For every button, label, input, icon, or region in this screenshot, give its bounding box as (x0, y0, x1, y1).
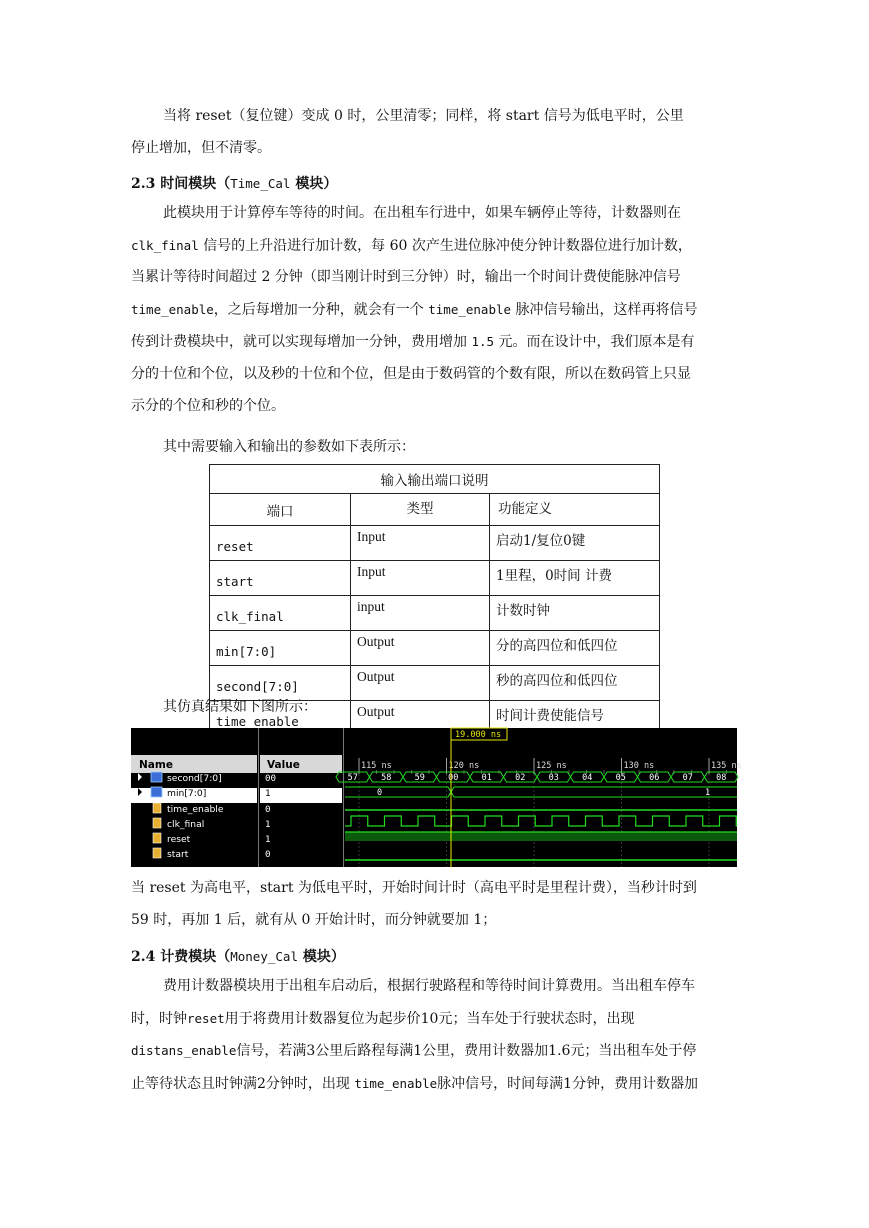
function-cell: 时间计费使能信号 (490, 701, 660, 736)
second-bus-value: 58 (381, 773, 392, 783)
bus-icon (151, 772, 162, 782)
table-caption: 输入输出端口说明 (210, 465, 660, 494)
type-cell: Output (351, 666, 490, 701)
signal-icon (153, 848, 161, 858)
second-bus-value: 05 (615, 773, 626, 783)
second-bus-value: 08 (716, 773, 727, 783)
type-cell: Output (351, 631, 490, 666)
section-heading-2-4: 2.4 计费模块（Money_Cal 模块） (131, 949, 345, 965)
function-cell: 启动1/复位0键 (490, 526, 660, 561)
table-row (210, 596, 660, 631)
second-bus-value: 06 (649, 773, 660, 783)
signal-name: time_enable (167, 804, 224, 815)
signal-name: second[7:0] (167, 773, 222, 784)
min-bus-segment (345, 787, 451, 797)
second-bus-value: 01 (481, 773, 492, 783)
type-cell: Output (351, 701, 490, 736)
type-cell: input (351, 596, 490, 631)
time-label: 115 ns (361, 761, 392, 771)
paragraph-sim-result: 当 reset 为高电平，start 为低电平时，开始时间计时（高电平时是里程计费），当秒计时到 59 时，再加 1 后，就有从 0 开始计时，而分钟就要加 1； (131, 880, 697, 928)
io-port-table (209, 464, 660, 736)
port-cell: reset (210, 526, 351, 561)
second-bus-value: 59 (414, 773, 425, 783)
second-bus-value: 04 (582, 773, 593, 783)
selected-value-highlight (260, 788, 342, 803)
bus-icon (151, 787, 162, 797)
time-label: 125 ns (536, 761, 567, 771)
table-header-row (210, 494, 660, 526)
type-cell: Input (351, 526, 490, 561)
port-cell: min[7:0] (210, 631, 351, 666)
signal-icon (153, 833, 161, 843)
name-header-label: Name (139, 759, 173, 771)
second-bus-value: 02 (515, 773, 526, 783)
signal-name: min[7:0] (167, 788, 207, 799)
table-row (210, 561, 660, 596)
simulation-waveform (131, 728, 742, 867)
cursor-time-label: 19.000 ns (455, 730, 502, 740)
value-header-label: Value (267, 759, 300, 771)
paragraph-money-module: 费用计数器模块用于出租车启动后，根据行驶路程和等待时间计算费用。当出租车停车 时，时钟reset用于将费用计数器复位为起步价10元；当车处于行驶状态时，出现 distans_enable信号，若满3公里后路程每满1公里，费用计数器加1.6元；当出租车处于停 止等待状态且时钟满2分钟时，出现 time_enable脉冲信号，时间每满1分钟，费用计数器加 (131, 978, 699, 1092)
table-row (210, 631, 660, 666)
signal-value: 1 (265, 819, 271, 830)
signal-name: clk_final (167, 819, 205, 830)
time-label: 130 ns (623, 761, 655, 771)
port-cell: start (210, 561, 351, 596)
port-cell: second[7:0] (210, 666, 351, 701)
function-cell: 1里程，0时间 计费 (490, 561, 660, 596)
port-cell: clk_final (210, 596, 351, 631)
paragraph-table-intro: 其中需要输入和输出的参数如下表所示： (163, 439, 415, 455)
paragraph-reset-note: 当将 reset（复位键）变成 0 时，公里清零；同样，将 start 信号为低电平时，公里 停止增加，但不清零。 (131, 108, 684, 156)
signal-value: 1 (265, 834, 271, 845)
time-label: 120 ns (448, 761, 480, 771)
paragraph-sim-intro: 其仿真结果如下图所示： (163, 699, 317, 715)
second-bus-value: 07 (682, 773, 693, 783)
min-bus-value: 0 (377, 788, 383, 798)
header-function: 功能定义 (490, 494, 660, 526)
second-bus-value: 57 (347, 773, 358, 783)
signal-value: 00 (265, 773, 277, 784)
signal-icon (153, 818, 161, 828)
table-row (210, 666, 660, 701)
section-heading-2-3: 2.3 时间模块（Time_Cal 模块） (131, 176, 338, 192)
table-caption-row (210, 465, 660, 494)
signal-value: 1 (265, 788, 271, 799)
signal-name: reset (167, 834, 191, 845)
time-label: 135 ns (711, 761, 742, 771)
waveform-svg (131, 728, 742, 867)
type-cell: Input (351, 561, 490, 596)
function-cell: 计数时钟 (490, 596, 660, 631)
reset-high-fill (345, 832, 737, 841)
signal-name: start (167, 849, 189, 860)
paragraph-time-module: 此模块用于计算停车等待的时间。在出租车行进中，如果车辆停止等待，计数器则在 clk_final 信号的上升沿进行加计数，每 60 次产生进位脉冲使分钟计数器位进行加计数， 当累计等待时间超过 2 分钟（即当刚计时到三分钟）时，输出一个时间计费使能脉冲信号 time_enable，之后每增加一分种，就会有一个 time_enable 脉冲信号输出，这样再将信号 传到计费模块中，就可以实现每增加一分钟，费用增加 1.5 元。而在设计中，我们原本是有 分的十位和个位，以及秒的十位和个位，但是由于数码管的个数有限，所以在数码管上只显 示分的个位和秒的个位。 (131, 205, 698, 414)
min-bus-segment (451, 787, 737, 797)
header-type: 类型 (351, 494, 490, 526)
table-row (210, 526, 660, 561)
header-port: 端口 (210, 494, 351, 526)
signal-value: 0 (265, 804, 271, 815)
signal-icon (153, 803, 161, 813)
signal-value: 0 (265, 849, 271, 860)
clk-final-wave (345, 816, 737, 826)
function-cell: 分的高四位和低四位 (490, 631, 660, 666)
second-bus-value: 03 (548, 773, 559, 783)
port-cell: time_enable (210, 701, 351, 736)
min-bus-value: 1 (705, 788, 711, 798)
function-cell: 秒的高四位和低四位 (490, 666, 660, 701)
second-bus-value: 00 (448, 773, 459, 783)
